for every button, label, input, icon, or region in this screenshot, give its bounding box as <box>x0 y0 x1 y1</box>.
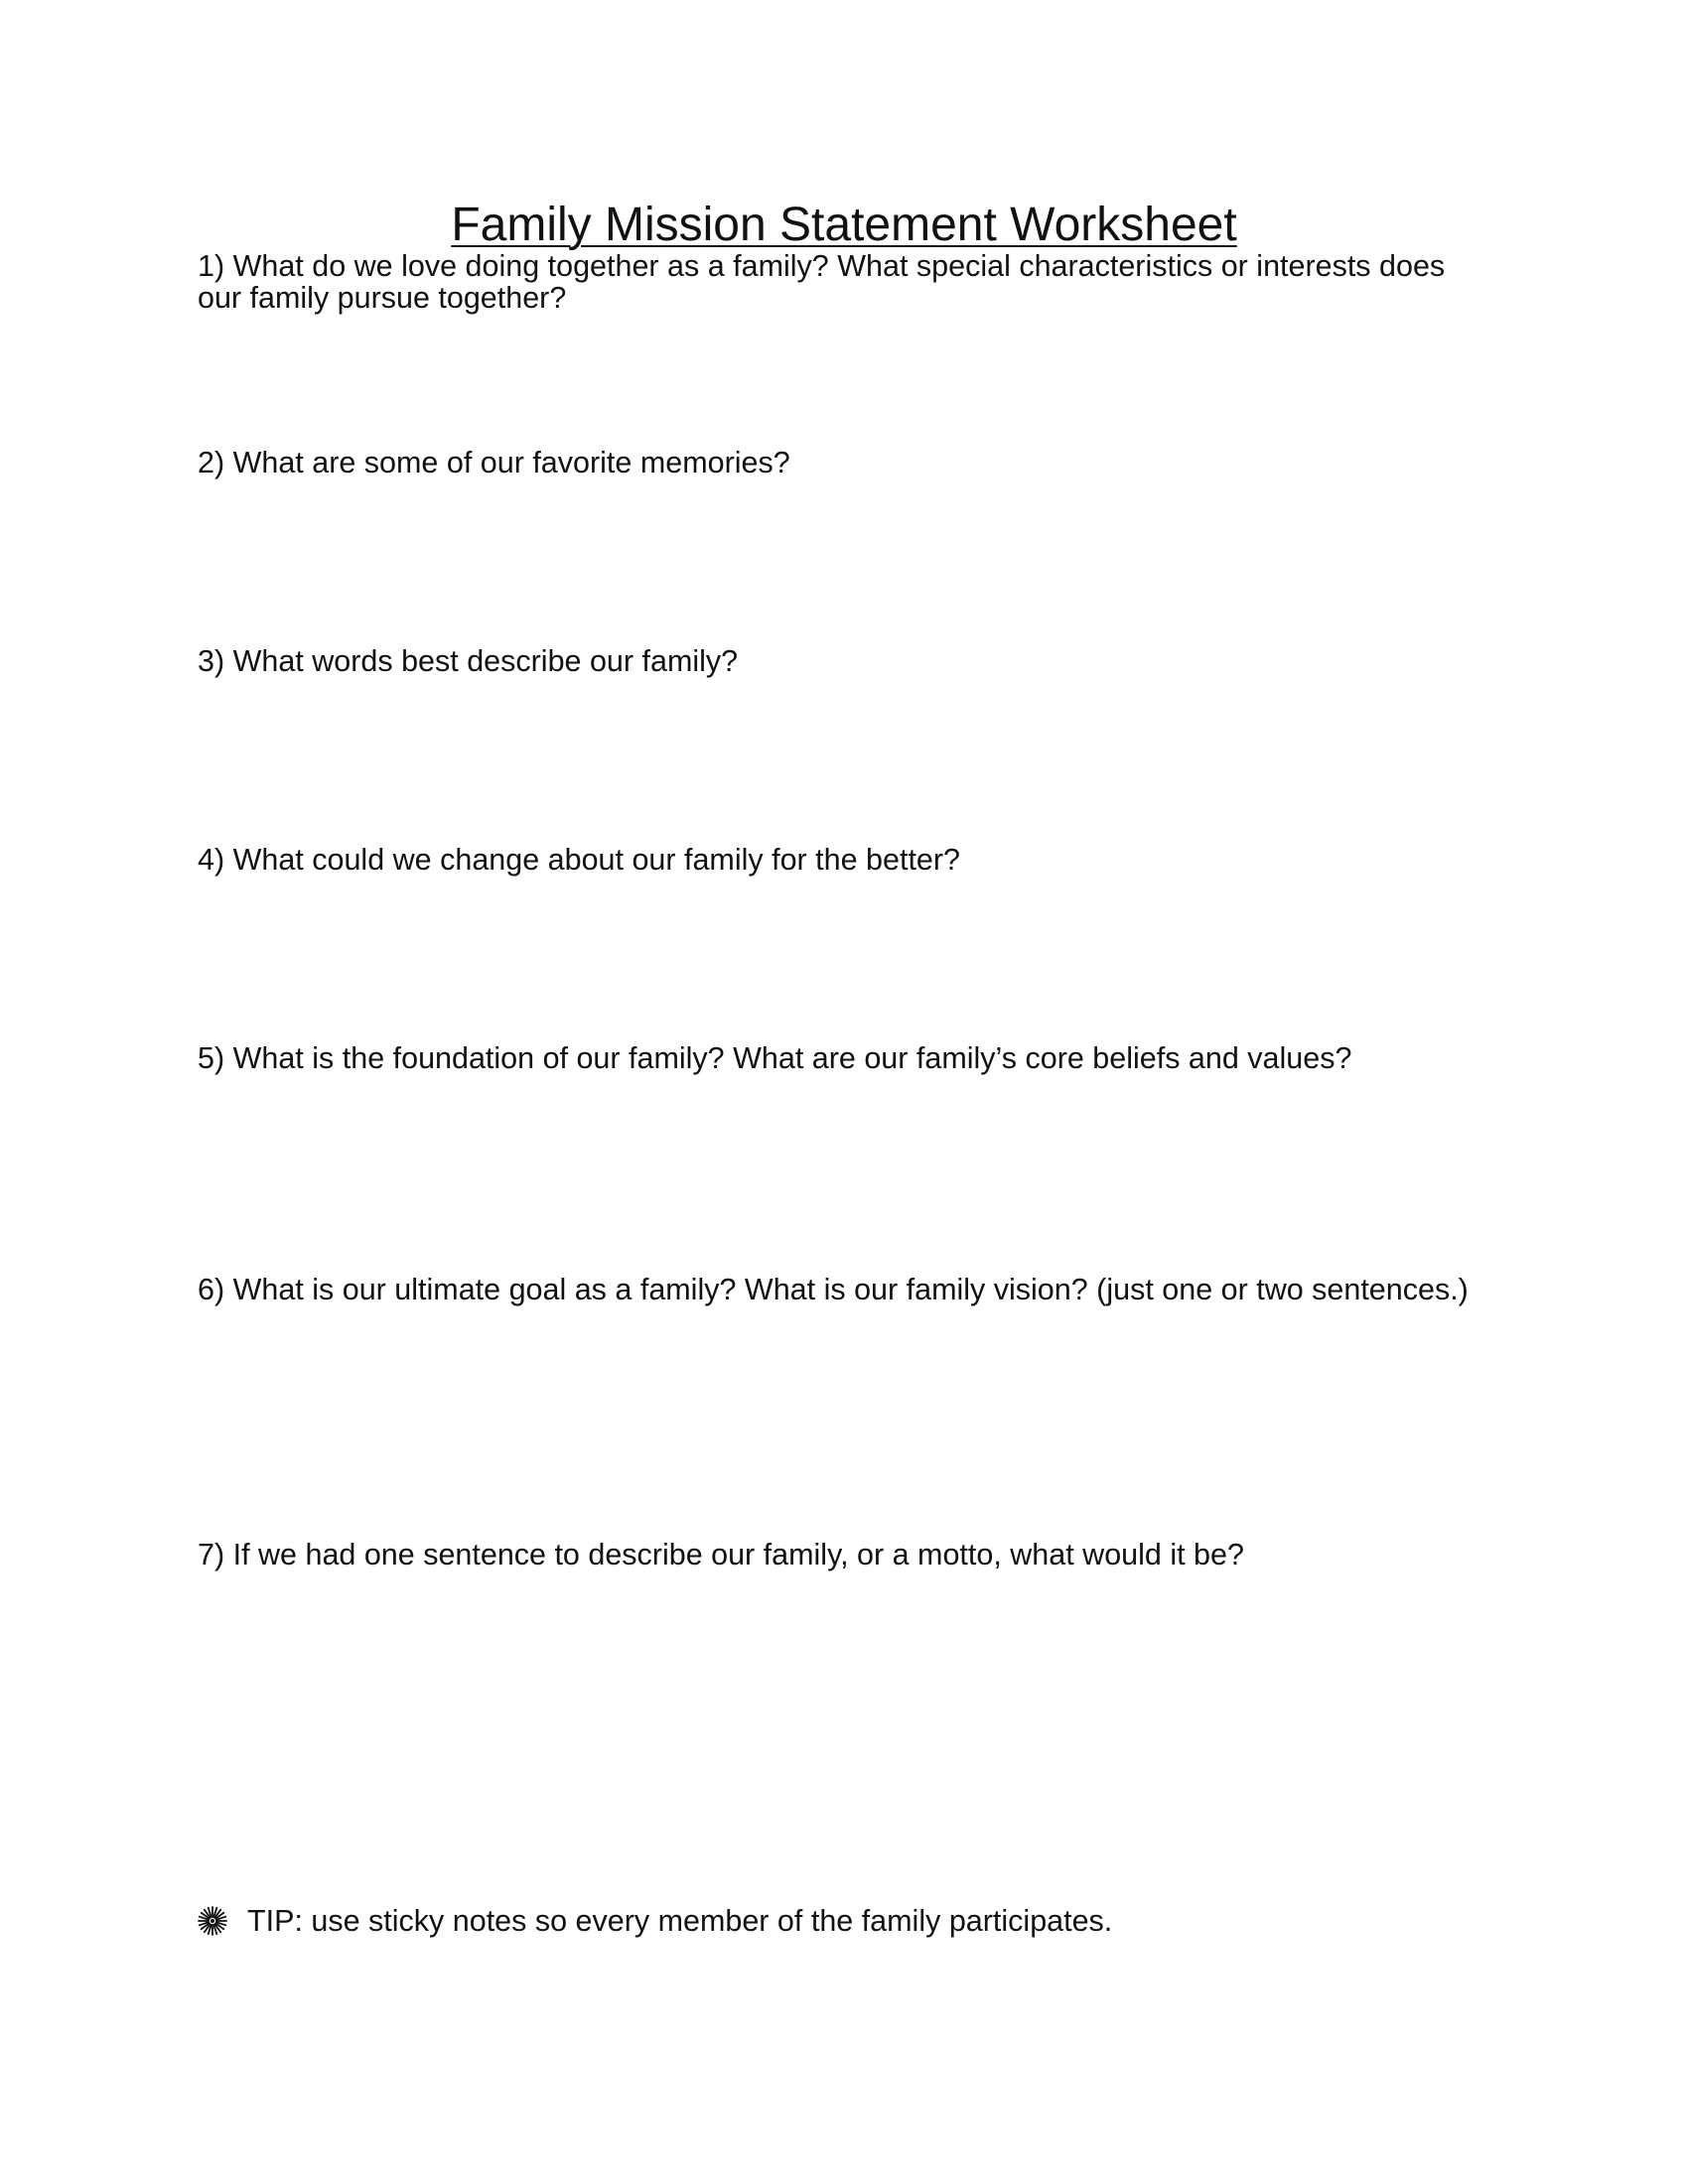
question-7: 7) If we had one sentence to describe our family, or a motto, what would it be? <box>198 1538 1244 1571</box>
question-2: 2) What are some of our favorite memories? <box>198 446 790 479</box>
question-5: 5) What is the foundation of our family? What are our family’s core beliefs and values? <box>198 1041 1352 1075</box>
question-6: 6) What is our ultimate goal as a family? What is our family vision? (just one or two sentences.) <box>198 1273 1469 1306</box>
question-4: 4) What could we change about our family for the better? <box>198 843 961 877</box>
question-3: 3) What words best describe our family? <box>198 644 739 678</box>
sunburst-icon <box>198 1906 227 1936</box>
page-title: Family Mission Statement Worksheet <box>451 199 1237 251</box>
tip <box>198 1904 1112 1938</box>
tip-text: TIP: use sticky notes so every member of the family participates. <box>247 1904 1113 1938</box>
question-1: 1) What do we love doing together as a family? What special characteristics or interests does our family pursue together? <box>198 249 1446 315</box>
